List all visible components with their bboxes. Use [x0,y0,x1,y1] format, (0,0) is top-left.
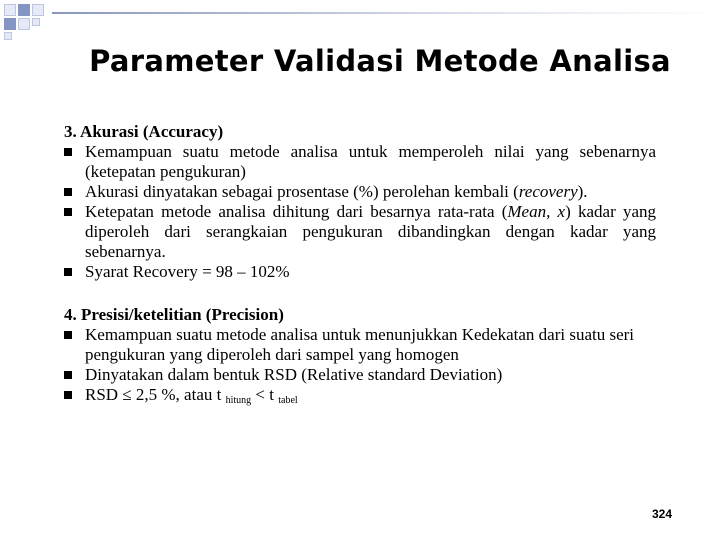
rsd-middle: < t [255,385,274,404]
square-bullet-icon [64,208,72,216]
bullet-text [85,385,298,404]
bullet-text: Syarat Recovery = 98 – 102% [85,262,290,281]
italic-term: Mean, x [507,202,566,221]
corner-decoration [0,0,60,40]
rsd-prefix: RSD ≤ 2,5 %, atau t [85,385,222,404]
square-bullet-icon [64,331,72,339]
deco-square [18,4,30,16]
header-rule [52,12,720,14]
deco-square [4,32,12,40]
deco-square [4,18,16,30]
bullet-text: Dinyatakan dalam bentuk RSD (Relative standard Deviation) [85,365,503,384]
italic-term: recovery [518,182,578,201]
deco-square [32,4,44,16]
subscript-tabel: tabel [278,395,298,406]
bullet-text: Kemampuan suatu metode analisa untuk menunjukkan Kedekatan dari suatu seri pengukuran yang diperoleh dari sampel yang homogen [85,325,635,364]
list-item [64,182,656,202]
list-item [64,262,656,282]
list-item [64,365,656,385]
deco-square [4,4,16,16]
slide-body [64,122,656,411]
precision-bullet-list [64,325,656,411]
subscript-hitung: hitung [225,395,252,406]
deco-square [18,18,30,30]
bullet-text: Ketepatan metode analisa dihitung dari besarnya rata-rata (Mean, x) kadar yang diperoleh dari serangkaian pengukuran dibandingkan dengan kadar yang sebenarnya. [85,202,656,261]
square-bullet-icon [64,148,72,156]
section-heading-precision: 4. Presisi/ketelitian (Precision) [64,305,284,324]
square-bullet-icon [64,391,72,399]
square-bullet-icon [64,188,72,196]
page-number: 324 [652,507,673,521]
list-item [64,325,656,365]
bullet-text: Kemampuan suatu metode analisa untuk memperoleh nilai yang sebenarnya (ketepatan pengukuran) [85,142,656,181]
list-item [64,142,656,182]
section-heading-accuracy: 3. Akurasi (Accuracy) [64,122,224,141]
bullet-text: Akurasi dinyatakan sebagai prosentase (%) perolehan kembali (recovery). [85,182,588,201]
square-bullet-icon [64,268,72,276]
list-item [64,202,656,262]
accuracy-bullet-list [64,142,656,282]
slide-title: Parameter Validasi Metode Analisa [89,44,671,78]
square-bullet-icon [64,371,72,379]
list-item [64,385,656,411]
deco-square [32,18,40,26]
